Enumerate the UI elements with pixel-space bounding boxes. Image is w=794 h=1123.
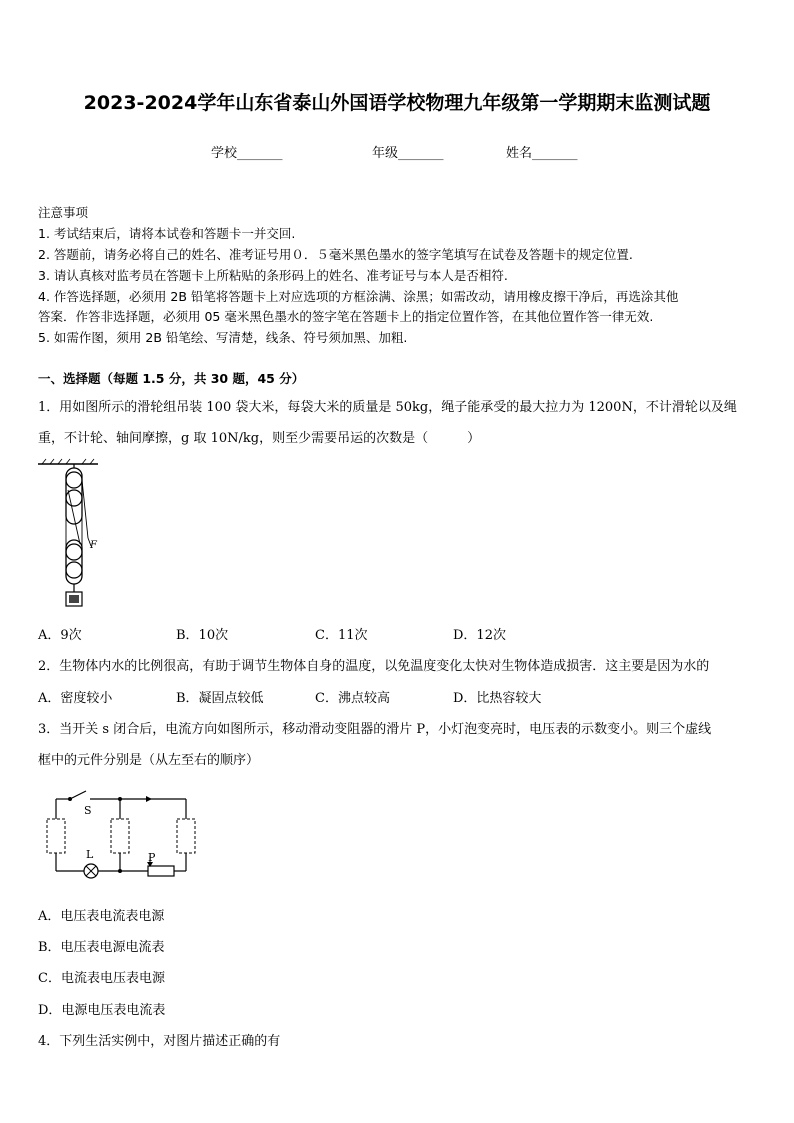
option-d[interactable]: D．12次 [453, 628, 506, 643]
note-item: 2. 答题前，请务必将自己的姓名、准考证号用０．５毫米黑色墨水的签字笔填写在试卷及答题卡的规定位置. [38, 247, 633, 262]
slider-label: P [148, 851, 156, 864]
option-a[interactable]: A．9次 [38, 628, 82, 643]
switch-label: S [84, 804, 92, 817]
option-d[interactable]: D．比热容较大 [453, 691, 542, 706]
option-c[interactable]: C．11次 [315, 628, 368, 643]
page-title: 2023-2024学年山东省泰山外国语学校物理九年级第一学期期末监测试题 [83, 92, 711, 114]
section-heading: 一、选择题（每题 1.5 分，共 30 题，45 分） [38, 371, 305, 386]
note-item: 5. 如需作图，须用 2B 铅笔绘、写清楚，线条、符号须加黑、加粗. [38, 330, 408, 345]
circuit-figure [38, 782, 208, 884]
note-item: 1. 考试结束后，请将本试卷和答题卡一并交回. [38, 226, 296, 241]
option-c[interactable]: C．沸点较高 [315, 691, 390, 706]
notes-heading: 注意事项 [38, 205, 89, 220]
grade-field[interactable]: 年级_______ [372, 146, 444, 161]
pulley-figure [38, 458, 102, 612]
lamp-label: L [86, 848, 94, 861]
name-field[interactable]: 姓名_______ [506, 146, 578, 161]
question-text: 框中的元件分别是（从左至右的顺序） [38, 753, 260, 768]
option-d[interactable]: D．电源电压表电流表 [38, 1003, 166, 1018]
option-b[interactable]: B．凝固点较低 [176, 691, 264, 706]
force-label: F [90, 540, 97, 551]
question-text: 1．用如图所示的滑轮组吊装 100 袋大米，每袋大米的质量是 50kg，绳子能承受的最大拉力为 1200N，不计滑轮以及绳 [38, 400, 737, 415]
question-text: 重，不计轮、轴间摩擦，g 取 10N/kg，则至少需要吊运的次数是（ ） [38, 431, 481, 446]
option-a[interactable]: A．电压表电流表电源 [38, 909, 165, 924]
question-text: 2．生物体内水的比例很高，有助于调节生物体自身的温度，以免温度变化太快对生物体造成损害．这主要是因为水的 [38, 659, 710, 674]
question-text: 3．当开关 s 闭合后，电流方向如图所示，移动滑动变阻器的滑片 P，小灯泡变亮时，电压表的示数变小。则三个虚线 [38, 722, 712, 737]
note-item: 答案．作答非选择题，必须用 05 毫米黑色墨水的签字笔在答题卡上的指定位置作答，在其他位置作答一律无效. [38, 309, 654, 324]
option-b[interactable]: B．电压表电源电流表 [38, 940, 165, 955]
question-text: 4．下列生活实例中，对图片描述正确的有 [38, 1034, 281, 1049]
option-b[interactable]: B．10次 [176, 628, 229, 643]
note-item: 4. 作答选择题，必须用 2B 铅笔将答题卡上对应选项的方框涂满、涂黑；如需改动，请用橡皮擦干净后，再选涂其他 [38, 289, 679, 304]
option-a[interactable]: A．密度较小 [38, 691, 113, 706]
option-c[interactable]: C．电流表电压表电源 [38, 971, 165, 986]
school-field[interactable]: 学校_______ [211, 146, 283, 161]
note-item: 3. 请认真核对监考员在答题卡上所粘贴的条形码上的姓名、准考证号与本人是否相符. [38, 268, 508, 283]
